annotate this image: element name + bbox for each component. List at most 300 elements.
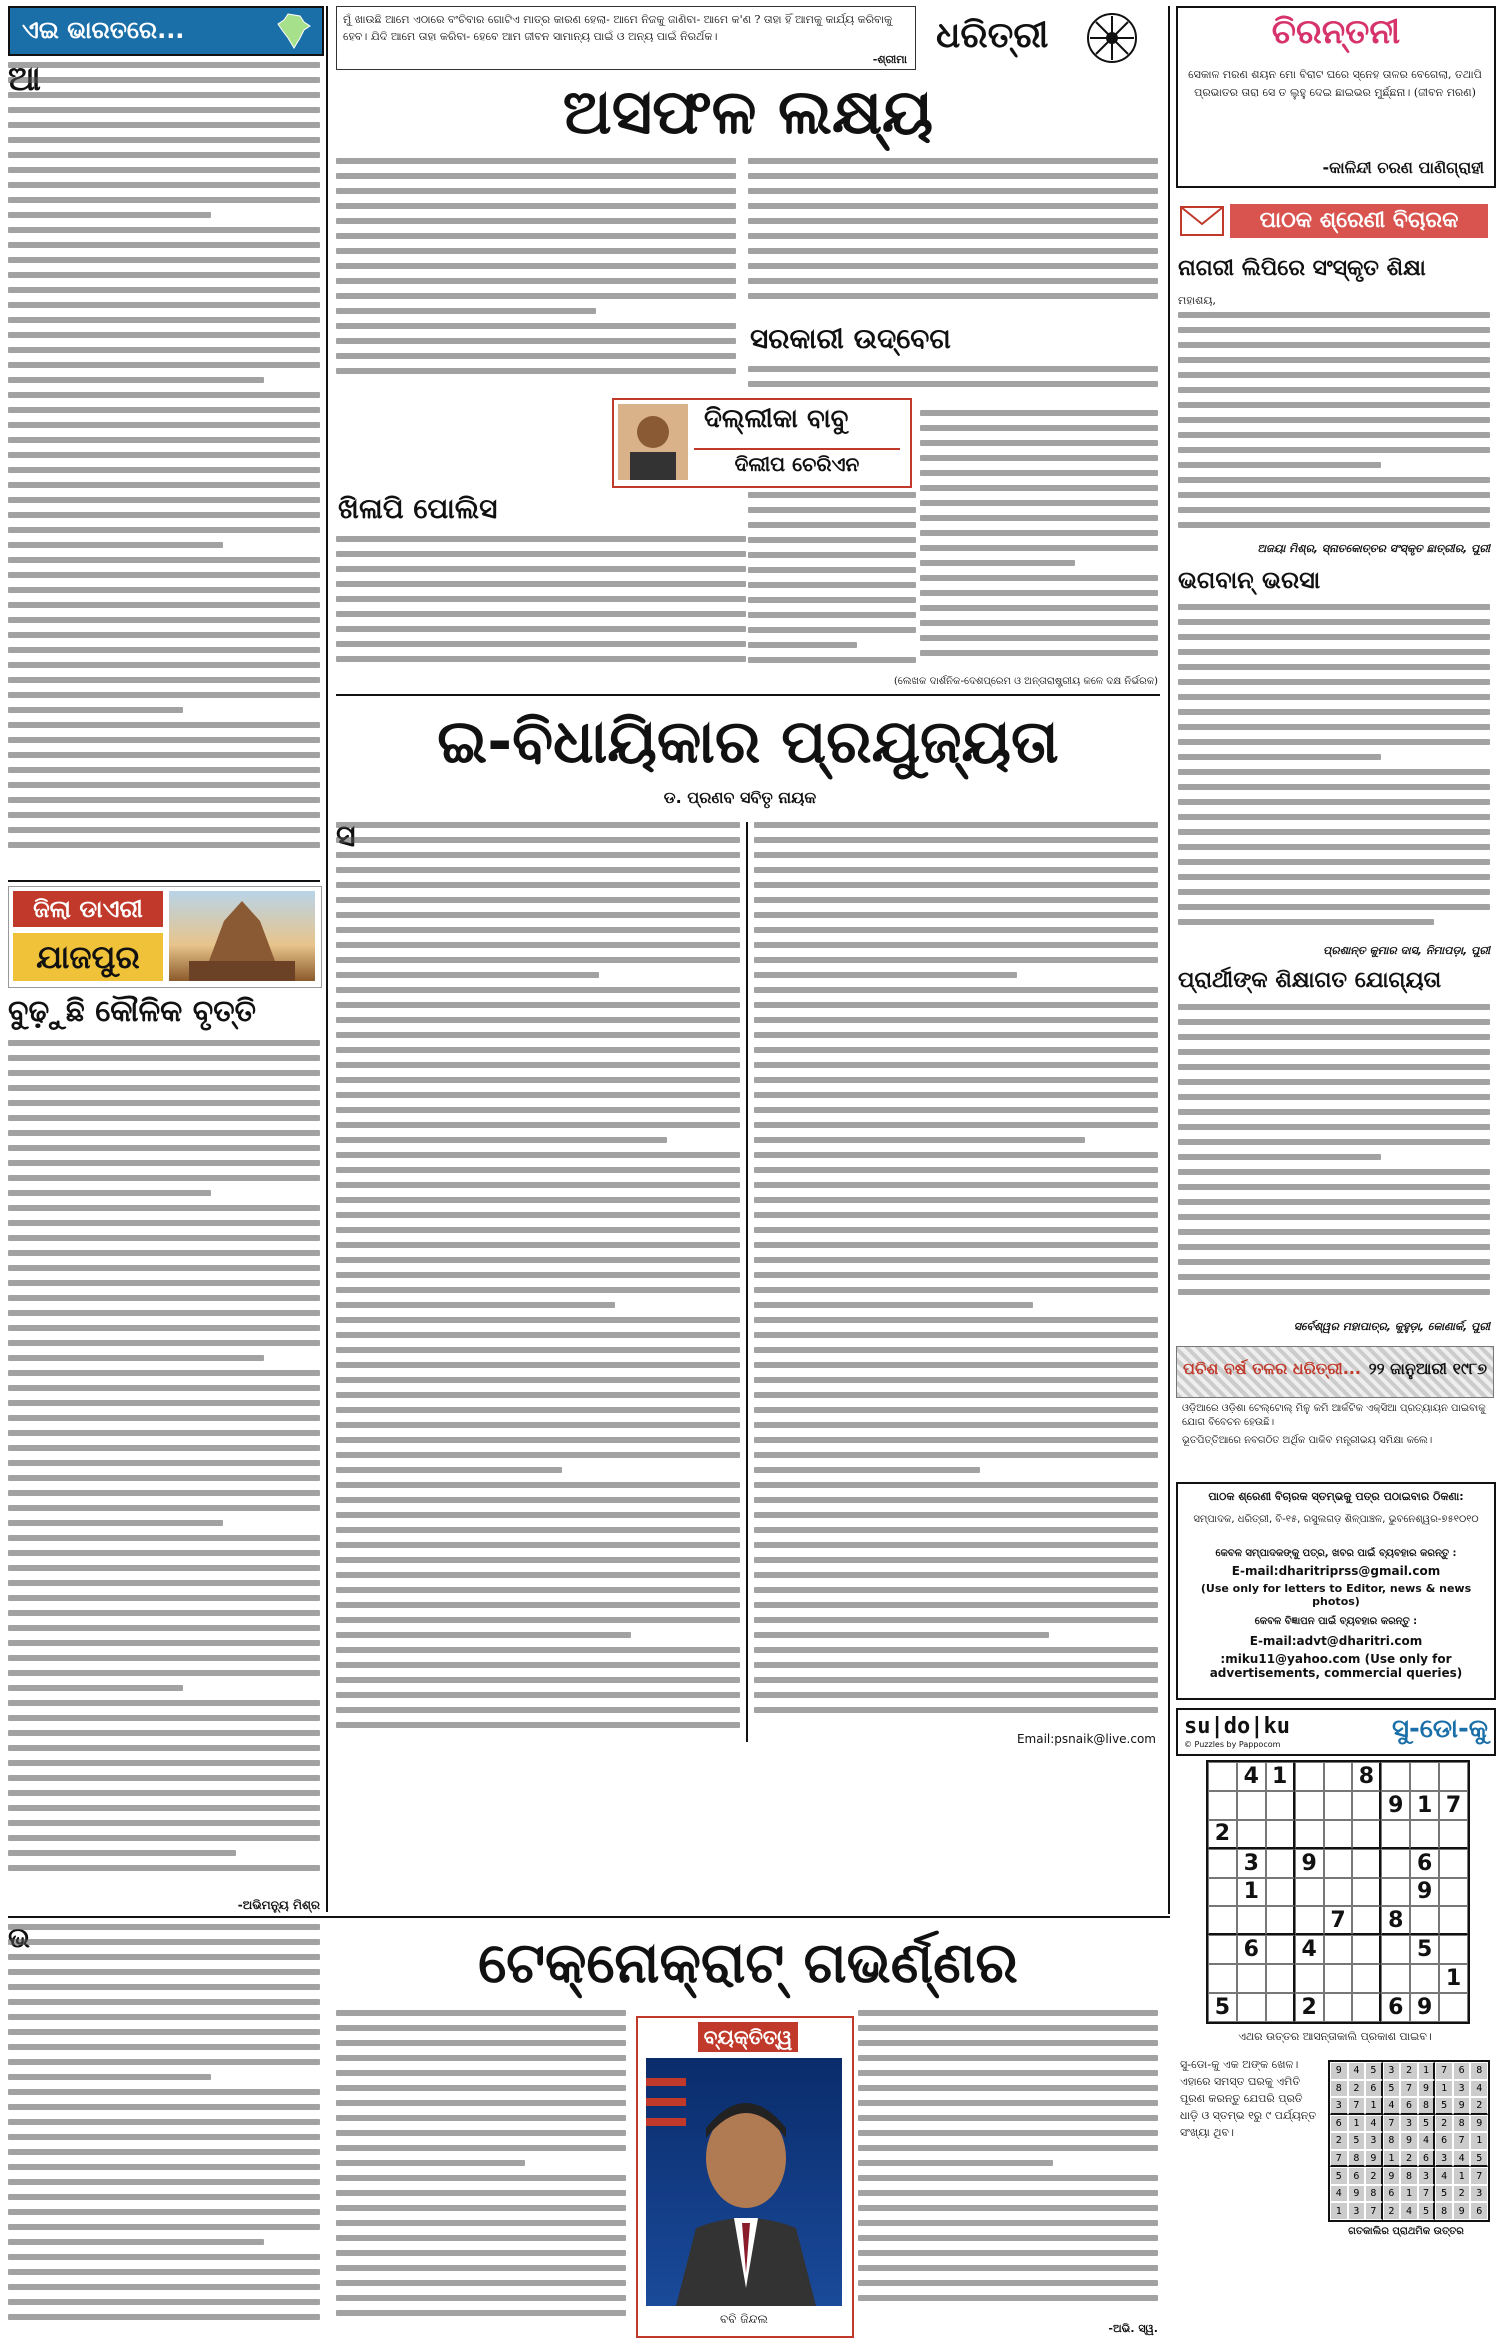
evidhayika-byline: ଡ. ପ୍ରଣବ ସବିତୃ ନାୟକ [663, 788, 817, 807]
text-line [336, 1347, 740, 1353]
solution-cell: 8 [1470, 2062, 1488, 2080]
solution-cell: 1 [1400, 2185, 1418, 2203]
sudoku-cell[interactable] [1439, 1820, 1468, 1849]
text-line [8, 392, 320, 398]
text-line [754, 1197, 1158, 1203]
text-line [748, 552, 916, 558]
sudoku-cell[interactable]: 2 [1295, 1993, 1324, 2022]
sudoku-cell[interactable] [1439, 1906, 1468, 1935]
text-line [754, 1527, 1158, 1533]
solution-cell: 1 [1330, 2202, 1348, 2220]
sudoku-cell[interactable] [1237, 1906, 1266, 1935]
sudoku-cell[interactable] [1208, 1762, 1237, 1791]
text-line [336, 1137, 667, 1143]
text-line [8, 1805, 320, 1811]
column-logo-title: ଦିଲ୍ଲୀକା ବାବୁ [704, 404, 849, 434]
profile-caption: ବବି ଜିନ୍ଦଲ [720, 2312, 768, 2326]
sudoku-cell[interactable]: 1 [1266, 1762, 1295, 1791]
text-line [336, 2145, 626, 2151]
text-line [858, 2055, 1158, 2061]
text-line [1178, 402, 1490, 408]
text-line [748, 366, 1158, 372]
text-line [754, 897, 1158, 903]
text-line [336, 2055, 626, 2061]
text-line [1178, 1289, 1490, 1295]
sudoku-cell[interactable]: 1 [1237, 1878, 1266, 1907]
text-line [8, 1640, 320, 1646]
text-line [8, 137, 320, 143]
text-line [336, 837, 740, 843]
sudoku-cell[interactable] [1439, 1993, 1468, 2022]
text-line [1178, 312, 1490, 318]
sudoku-cell[interactable] [1352, 1849, 1381, 1878]
sudoku-cell[interactable] [1266, 1791, 1295, 1820]
text-line [8, 1355, 264, 1361]
text-line [754, 1272, 1158, 1278]
text-line [336, 2070, 626, 2076]
text-line [8, 1430, 320, 1436]
text-line [754, 1047, 1158, 1053]
archive-item-1: ଓଡ଼ିଆରେ ଓଡ଼ିଶା ଟେଲ୍ଟୋଲ୍ ମିଳୁ କମି ଆର୍କଟିକ ଏକ୍ସିଆ ପ୍ରତ୍ୟାୟନ ପାଇବାକୁ ଯୋଗ ବିବେଚନ ହେଉଛି। [1182, 1403, 1486, 1428]
text-line [336, 2205, 626, 2211]
sudoku-cell[interactable] [1439, 1935, 1468, 1964]
text-line [8, 1310, 320, 1316]
sudoku-cell[interactable] [1324, 1993, 1353, 2022]
text-line [336, 1392, 740, 1398]
text-line [336, 1017, 740, 1023]
solution-cell: 9 [1400, 2132, 1418, 2150]
sudoku-cell[interactable] [1352, 1964, 1381, 1993]
text-line [8, 1775, 320, 1781]
text-line [8, 77, 320, 83]
text-line [8, 647, 320, 653]
text-line [1178, 1199, 1490, 1205]
column-tag-title: ଏଇ ଭାରତରେ... [22, 16, 185, 44]
sudoku-cell[interactable]: 4 [1295, 1935, 1324, 1964]
text-line [336, 1707, 740, 1713]
text-line [858, 2130, 1158, 2136]
sudoku-cell[interactable] [1266, 1993, 1295, 2022]
text-line [8, 2224, 320, 2230]
text-line [336, 158, 736, 164]
sudoku-cell[interactable] [1324, 1820, 1353, 1849]
text-line [336, 263, 736, 269]
text-line [336, 1437, 740, 1443]
text-line [1178, 859, 1490, 865]
text-line [8, 842, 320, 848]
contact-email-1[interactable]: E-mail:dharitriprss@gmail.com [1231, 1564, 1441, 1578]
text-line [336, 1527, 740, 1533]
text-line [754, 1542, 1158, 1548]
text-line [1178, 844, 1490, 850]
text-line [1178, 462, 1381, 468]
khilapi-headline: ଖିଳାପି ପୋଲିସ [338, 492, 498, 525]
text-line [336, 1092, 740, 1098]
sudoku-cell[interactable] [1439, 1878, 1468, 1907]
text-line [8, 1490, 320, 1496]
sudoku-cell[interactable] [1439, 1762, 1468, 1791]
text-line [8, 1400, 320, 1406]
text-line [754, 1137, 1085, 1143]
text-line [1178, 649, 1490, 655]
text-line [8, 1250, 320, 1256]
text-line [8, 1340, 320, 1346]
text-line [336, 353, 736, 359]
text-line [1178, 1229, 1490, 1235]
text-line [336, 2280, 626, 2286]
text-line [336, 2175, 626, 2181]
article-text-khilapi [336, 536, 746, 676]
sudoku-cell[interactable] [1410, 1964, 1439, 1993]
text-line [336, 2295, 626, 2301]
sudoku-cell[interactable] [1237, 1791, 1266, 1820]
text-line [754, 1572, 1158, 1578]
solution-cell: 6 [1330, 2115, 1348, 2133]
sudoku-cell[interactable]: 2 [1208, 1820, 1237, 1849]
sudoku-cell[interactable] [1266, 1878, 1295, 1907]
chirantani-poet: -କାଳିନ୍ଦୀ ଚରଣ ପାଣିଗ୍ରାହୀ [1322, 158, 1484, 177]
solution-cell: 1 [1365, 2097, 1383, 2115]
text-line [8, 347, 320, 353]
solution-cell: 8 [1453, 2115, 1471, 2133]
text-line [8, 2089, 320, 2095]
text-line [8, 1700, 320, 1706]
sudoku-cell[interactable] [1324, 1762, 1353, 1791]
text-line [858, 2190, 1158, 2196]
text-line [8, 1100, 320, 1106]
text-line [754, 1242, 1158, 1248]
text-line [754, 1467, 980, 1473]
text-line [336, 1482, 740, 1488]
sudoku-prev-label: ଗତକାଲିର ପ୍ରାଥମିକ ଉତ୍ତର [1348, 2226, 1464, 2237]
sudoku-grid[interactable] [1206, 1760, 1470, 2024]
text-line [336, 1257, 740, 1263]
sudoku-cell[interactable] [1266, 1935, 1295, 1964]
text-line [858, 2295, 1158, 2301]
sudoku-cell[interactable] [1352, 1906, 1381, 1935]
text-line [8, 452, 320, 458]
text-line [748, 522, 916, 528]
sudoku-cell[interactable] [1295, 1878, 1324, 1907]
text-line [1178, 417, 1490, 423]
sudoku-cell[interactable] [1381, 1964, 1410, 1993]
sudoku-cell[interactable]: 9 [1410, 1878, 1439, 1907]
sudoku-cell[interactable] [1295, 1791, 1324, 1820]
text-line [858, 2025, 1158, 2031]
text-line [336, 1572, 740, 1578]
article-text-technocrat-intro [8, 1924, 320, 2332]
solution-cell: 5 [1365, 2062, 1383, 2080]
sudoku-cell[interactable] [1295, 1762, 1324, 1791]
solution-cell: 7 [1470, 2167, 1488, 2185]
contact-email-2[interactable]: E-mail:advt@dharitri.com [1249, 1634, 1423, 1648]
zilla-diary-label: ଜିଲା ଡାଏରୀ [13, 891, 163, 927]
sudoku-cell[interactable] [1237, 1820, 1266, 1849]
sudoku-cell[interactable] [1324, 1935, 1353, 1964]
sudoku-cell[interactable] [1324, 1878, 1353, 1907]
text-line [8, 437, 320, 443]
text-line [754, 1317, 1158, 1323]
text-line [920, 500, 1158, 506]
text-line [754, 957, 1158, 963]
text-line [8, 122, 320, 128]
sudoku-cell[interactable] [1237, 1993, 1266, 2022]
text-line [336, 551, 746, 557]
text-line [754, 1122, 1158, 1128]
solution-cell: 5 [1418, 2202, 1436, 2220]
text-line [1178, 1079, 1490, 1085]
text-line [1178, 492, 1490, 498]
sudoku-cell[interactable]: 8 [1352, 1762, 1381, 1791]
solution-cell: 4 [1330, 2185, 1348, 2203]
solution-cell: 9 [1418, 2080, 1436, 2098]
text-line [754, 1017, 1158, 1023]
columnist-photo [618, 404, 688, 480]
text-line [8, 1235, 320, 1241]
sudoku-cell[interactable]: 7 [1439, 1791, 1468, 1820]
sudoku-cell[interactable] [1208, 1878, 1237, 1907]
text-line [8, 1865, 320, 1871]
sudoku-cell[interactable] [1381, 1820, 1410, 1849]
text-line [8, 2239, 264, 2245]
sudoku-cell[interactable] [1352, 1935, 1381, 1964]
text-line [748, 507, 916, 513]
text-line [8, 1939, 320, 1945]
text-line [748, 381, 1158, 387]
sudoku-cell[interactable] [1208, 1906, 1237, 1935]
sudoku-cell[interactable]: 9 [1381, 1791, 1410, 1820]
solution-cell: 5 [1470, 2150, 1488, 2168]
text-line [1178, 679, 1490, 685]
sudoku-cell[interactable] [1208, 1849, 1237, 1878]
text-line [748, 218, 1158, 224]
text-line [336, 1632, 631, 1638]
sudoku-cell[interactable]: 7 [1324, 1906, 1353, 1935]
text-line [336, 1542, 740, 1548]
solution-cell: 5 [1418, 2115, 1436, 2133]
sudoku-cell[interactable] [1266, 1849, 1295, 1878]
text-line [8, 587, 320, 593]
sudoku-cell[interactable] [1208, 1791, 1237, 1820]
text-line [1178, 1244, 1490, 1250]
divider [326, 6, 328, 1912]
text-line [8, 2194, 320, 2200]
solution-cell: 7 [1435, 2062, 1453, 2080]
text-line [8, 662, 320, 668]
text-line [754, 1032, 1158, 1038]
sudoku-cell[interactable] [1381, 1762, 1410, 1791]
sudoku-cell[interactable]: 9 [1410, 1993, 1439, 2022]
text-line [8, 2014, 320, 2020]
text-line [1178, 1214, 1490, 1220]
text-line [336, 1422, 740, 1428]
sudoku-cell[interactable] [1381, 1935, 1410, 1964]
sudoku-cell[interactable] [1208, 1935, 1237, 1964]
text-line [754, 987, 1158, 993]
envelope-icon [1180, 206, 1224, 240]
text-line [8, 152, 320, 158]
contact-email-3[interactable]: :miku11@yahoo.com (Use only for advertisements, commercial queries) [1209, 1652, 1463, 1680]
text-line [336, 173, 736, 179]
sudoku-cell[interactable] [1381, 1849, 1410, 1878]
sudoku-cell[interactable]: 6 [1381, 1993, 1410, 2022]
text-line [1178, 1184, 1490, 1190]
sudoku-cell[interactable] [1324, 1964, 1353, 1993]
quote-author: -ଶ୍ରୀମା [872, 53, 907, 66]
text-line [336, 233, 736, 239]
text-line [336, 987, 740, 993]
profile-photo [646, 2058, 842, 2306]
sudoku-cell[interactable] [1352, 1791, 1381, 1820]
text-line [858, 2235, 1158, 2241]
solution-cell: 3 [1365, 2132, 1383, 2150]
column-logo-author: ଦିଲୀପ ଚେରିଏନ [694, 448, 900, 476]
sudoku-cell[interactable] [1295, 1964, 1324, 1993]
text-line [336, 1467, 562, 1473]
text-line [858, 2070, 1158, 2076]
sudoku-cell[interactable] [1352, 1993, 1381, 2022]
column-logo [612, 398, 912, 488]
solution-cell: 1 [1348, 2115, 1366, 2133]
sudoku-brand-en: su|do|ku [1184, 1714, 1290, 1739]
text-line [8, 1535, 320, 1541]
sudoku-cell[interactable] [1266, 1820, 1295, 1849]
sudoku-cell[interactable] [1410, 1906, 1439, 1935]
text-line [1178, 739, 1490, 745]
archive-date: ୨୨ ଜାନୁଆରୀ ୧୯୮୭ [1368, 1359, 1487, 1378]
archive-label: ପଚିଶ ବର୍ଷ ତଳର ଧରିତ୍ରୀ... [1183, 1359, 1361, 1378]
text-line [754, 1692, 1158, 1698]
text-line [1178, 522, 1490, 528]
text-line [336, 1497, 740, 1503]
text-line [8, 2074, 211, 2080]
chirantani-poem: ସେକାଳ ମରଣ ଶୟନ ମୋ ବିରାଟ ଘରେ ସ୍ନେହ ତାଳର ବେଗେଲା, ତଥାପି ପ୍ରଭାତର ତାରା ସେ ତ ଲୁହୁ ଦେଇ ଛାଇଭର ମୁର୍ଛ୍ଛନା। (ଜୀବନ ମରଣ) [1188, 68, 1482, 99]
masthead-name: ଧରିତ୍ରୀ [936, 14, 1049, 56]
text-line [8, 2149, 320, 2155]
text-line [336, 1167, 740, 1173]
sudoku-cell[interactable] [1266, 1906, 1295, 1935]
bhagaban-signature: ପ୍ରଶାନ୍ତ କୁମାର ଦାସ, ନିମାପଡ଼ା, ପୁରୀ [1323, 944, 1490, 957]
solution-cell: 7 [1453, 2132, 1471, 2150]
text-line [748, 642, 857, 648]
text-line [336, 2310, 626, 2316]
text-line [8, 92, 320, 98]
text-line [8, 722, 320, 728]
text-line [8, 1999, 320, 2005]
text-line [336, 1452, 740, 1458]
sudoku-cell[interactable]: 5 [1208, 1993, 1237, 2022]
text-line [858, 2280, 1158, 2286]
text-line [754, 1377, 1158, 1383]
sudoku-cell[interactable]: 6 [1237, 1935, 1266, 1964]
reader-opinion-banner [1176, 200, 1492, 242]
text-line [920, 605, 1158, 611]
text-line [8, 1984, 320, 1990]
text-line [748, 582, 916, 588]
text-line [8, 557, 320, 563]
text-line [336, 1362, 740, 1368]
text-line [920, 545, 1158, 551]
text-line [8, 257, 320, 263]
contact-address: ସମ୍ପାଦକ, ଧରିତ୍ରୀ, ବି-୧୫, ରସୁଲଗଡ଼ ଶିଳ୍ପାଞ୍ଚଳ, ଭୁବନେଶ୍ୱର-୭୫୧୦୧୦ [1193, 1514, 1479, 1525]
text-line [8, 1595, 320, 1601]
sudoku-cell[interactable] [1410, 1762, 1439, 1791]
sudoku-cell[interactable] [1266, 1964, 1295, 1993]
text-line [1178, 477, 1490, 483]
text-line [336, 566, 746, 572]
solution-cell: 2 [1383, 2202, 1401, 2220]
sudoku-cell[interactable]: 5 [1410, 1935, 1439, 1964]
text-line [8, 1790, 320, 1796]
text-line [336, 1032, 740, 1038]
sudoku-cell[interactable] [1295, 1820, 1324, 1849]
text-line [858, 2040, 1158, 2046]
text-line [8, 1969, 320, 1975]
text-line [8, 1055, 320, 1061]
solution-cell: 3 [1418, 2167, 1436, 2185]
sudoku-cell[interactable] [1381, 1878, 1410, 1907]
sudoku-cell[interactable] [1439, 1849, 1468, 1878]
sudoku-cell[interactable]: 6 [1410, 1849, 1439, 1878]
sudoku-cell[interactable] [1324, 1849, 1353, 1878]
text-line [920, 590, 1158, 596]
archive-banner [1176, 1346, 1494, 1398]
solution-cell: 8 [1400, 2167, 1418, 2185]
text-line [8, 1954, 320, 1960]
text-line [336, 1692, 740, 1698]
text-line [8, 767, 320, 773]
text-line [858, 2010, 1158, 2016]
text-line [336, 218, 736, 224]
text-line [8, 167, 320, 173]
text-line [1178, 634, 1490, 640]
sudoku-cell[interactable]: 3 [1237, 1849, 1266, 1878]
sudoku-cell[interactable]: 4 [1237, 1762, 1266, 1791]
text-line [8, 1580, 320, 1586]
sudoku-cell[interactable] [1208, 1964, 1237, 1993]
text-line [336, 2085, 626, 2091]
text-line [8, 1820, 320, 1826]
sudoku-cell[interactable] [1352, 1878, 1381, 1907]
sudoku-cell[interactable] [1410, 1820, 1439, 1849]
text-line [8, 632, 320, 638]
text-line [754, 1587, 1158, 1593]
article-text-prarthi [1178, 1004, 1490, 1316]
solution-cell: 2 [1435, 2115, 1453, 2133]
sudoku-cell[interactable]: 8 [1381, 1906, 1410, 1935]
solution-cell: 9 [1383, 2167, 1401, 2185]
text-line [8, 227, 320, 233]
text-line [336, 323, 736, 329]
text-line [336, 942, 740, 948]
sudoku-cell[interactable] [1295, 1906, 1324, 1935]
sudoku-cell[interactable] [1324, 1791, 1353, 1820]
solution-cell: 9 [1365, 2150, 1383, 2168]
technocrat-headline: ଟେକ୍ନୋକ୍ରାଟ୍ ଗଭର୍ଣ୍ଣର [478, 1931, 1018, 1996]
sudoku-cell[interactable]: 1 [1410, 1791, 1439, 1820]
sudoku-cell[interactable] [1352, 1820, 1381, 1849]
sudoku-cell[interactable]: 1 [1439, 1964, 1468, 1993]
text-line [8, 212, 211, 218]
text-line [8, 1370, 320, 1376]
sudoku-cell[interactable] [1237, 1964, 1266, 1993]
sudoku-cell[interactable]: 9 [1295, 1849, 1324, 1878]
india-map-icon [274, 12, 314, 54]
text-line [336, 957, 740, 963]
text-line [754, 852, 1158, 858]
sun-emblem-icon [1084, 10, 1140, 70]
text-line [1178, 1169, 1490, 1175]
